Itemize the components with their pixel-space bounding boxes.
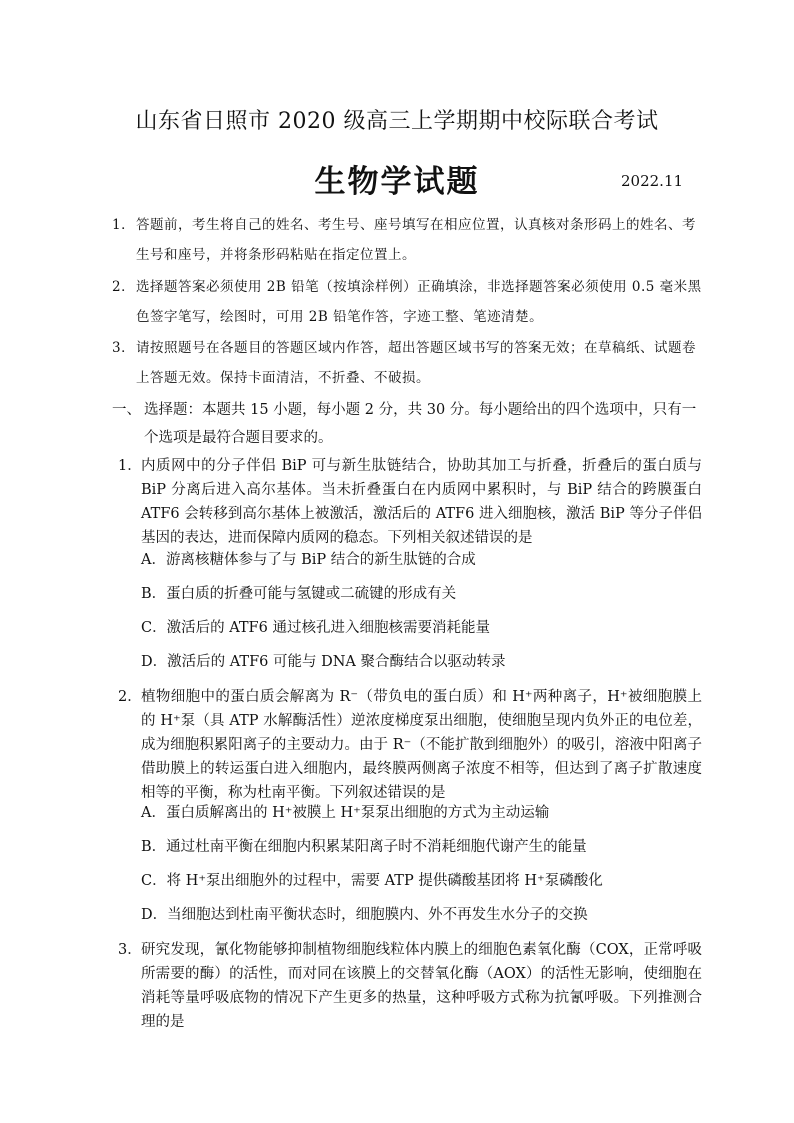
section-heading	[112, 396, 702, 452]
question-1-option-b: B．蛋白质的折叠可能与氢键或二硫键的形成有关	[141, 586, 457, 602]
question-number: 1．	[118, 458, 142, 474]
question-2-option-d: D．当细胞达到杜南平衡状态时，细胞膜内、外不再发生水分子的交换	[141, 907, 588, 923]
notice-number: 2．	[112, 279, 136, 295]
question-number: 2．	[118, 689, 142, 705]
question-number: 3．	[118, 942, 142, 958]
exam-title: 山东省日照市 2020 级高三上学期期中校际联合考试	[135, 109, 659, 134]
notice-text: 答题前，考生将自己的姓名、考生号、座号填写在相应位置，认真核对条形码上的姓名、考生号和座号，并将条形码粘贴在指定位置上。	[136, 217, 696, 263]
question-text: 内质网中的分子伴侣 BiP 可与新生肽链结合，协助其加工与折叠，折叠后的蛋白质与 BiP 分离后进入高尔基体。当未折叠蛋白在内质网中累积时，与 BiP 结合的跨膜蛋白 ATF6 会转移到高尔基体上被激活，激活后的 ATF6 进入细胞核，激活 BiP 等分子伴侣基因的表达，进而保障内质网的稳态。下列相关叙述错误的是	[141, 458, 702, 546]
notice-text: 请按照题号在各题目的答题区域内作答，超出答题区域书写的答案无效；在草稿纸、试题卷上答题无效。保持卡面清洁，不折叠、不破损。	[136, 340, 696, 386]
question-2-option-b: B．通过杜南平衡在细胞内积累某阳离子时不消耗细胞代谢产生的能量	[141, 839, 587, 855]
notice-text: 选择题答案必须使用 2B 铅笔（按填涂样例）正确填涂，非选择题答案必须使用 0.5 毫米黑色签字笔写，绘图时，可用 2B 铅笔作答，字迹工整、笔迹清楚。	[136, 279, 702, 325]
question-1-stem	[118, 454, 702, 550]
question-1-option-d: D．激活后的 ATF6 可能与 DNA 聚合酶结合以驱动转录	[141, 654, 506, 670]
notice-number: 3．	[112, 340, 136, 356]
question-1-option-c: C．激活后的 ATF6 通过核孔进入细胞核需要消耗能量	[141, 620, 490, 636]
question-text: 研究发现，氰化物能够抑制植物细胞线粒体内膜上的细胞色素氧化酶（COX，正常呼吸所需要的酶）的活性，而对同在该膜上的交替氧化酶（AOX）的活性无影响，使细胞在消耗等量呼吸底物的情况下产生更多的热量，这种呼吸方式称为抗氰呼吸。下列推测合理的是	[141, 942, 702, 1030]
subject-title: 生物学试题	[314, 164, 480, 200]
notice-item	[112, 272, 702, 332]
section-number: 一、	[112, 402, 141, 418]
question-3-stem	[118, 938, 702, 1034]
notice-number: 1．	[112, 217, 136, 233]
exam-date: 2022.11	[621, 172, 684, 190]
question-2-stem	[118, 685, 702, 805]
notice-item	[112, 333, 702, 393]
section-text: 选择题：本题共 15 小题，每小题 2 分，共 30 分。每小题给出的四个选项中，只有一个选项是最符合题目要求的。	[144, 402, 697, 446]
question-text: 植物细胞中的蛋白质会解离为 R⁻（带负电的蛋白质）和 H⁺两种离子，H⁺被细胞膜上的 H⁺泵（具 ATP 水解酶活性）逆浓度梯度泵出细胞，使细胞呈现内负外正的电位差，成为细胞积累阳离子的主要动力。由于 R⁻（不能扩散到细胞外）的吸引，溶液中阳离子借助膜上的转运蛋白进入细胞内，最终膜两侧离子浓度不相等，但达到了离子扩散速度相等的平衡，称为杜南平衡。下列叙述错误的是	[141, 689, 702, 801]
question-1-option-a: A．游离核糖体参与了与 BiP 结合的新生肽链的合成	[141, 552, 476, 568]
question-2-option-c: C．将 H⁺泵出细胞外的过程中，需要 ATP 提供磷酸基团将 H⁺泵磷酸化	[141, 873, 603, 889]
question-2-option-a: A．蛋白质解离出的 H⁺被膜上 H⁺泵泵出细胞的方式为主动运输	[141, 805, 550, 821]
notice-item	[112, 210, 702, 270]
